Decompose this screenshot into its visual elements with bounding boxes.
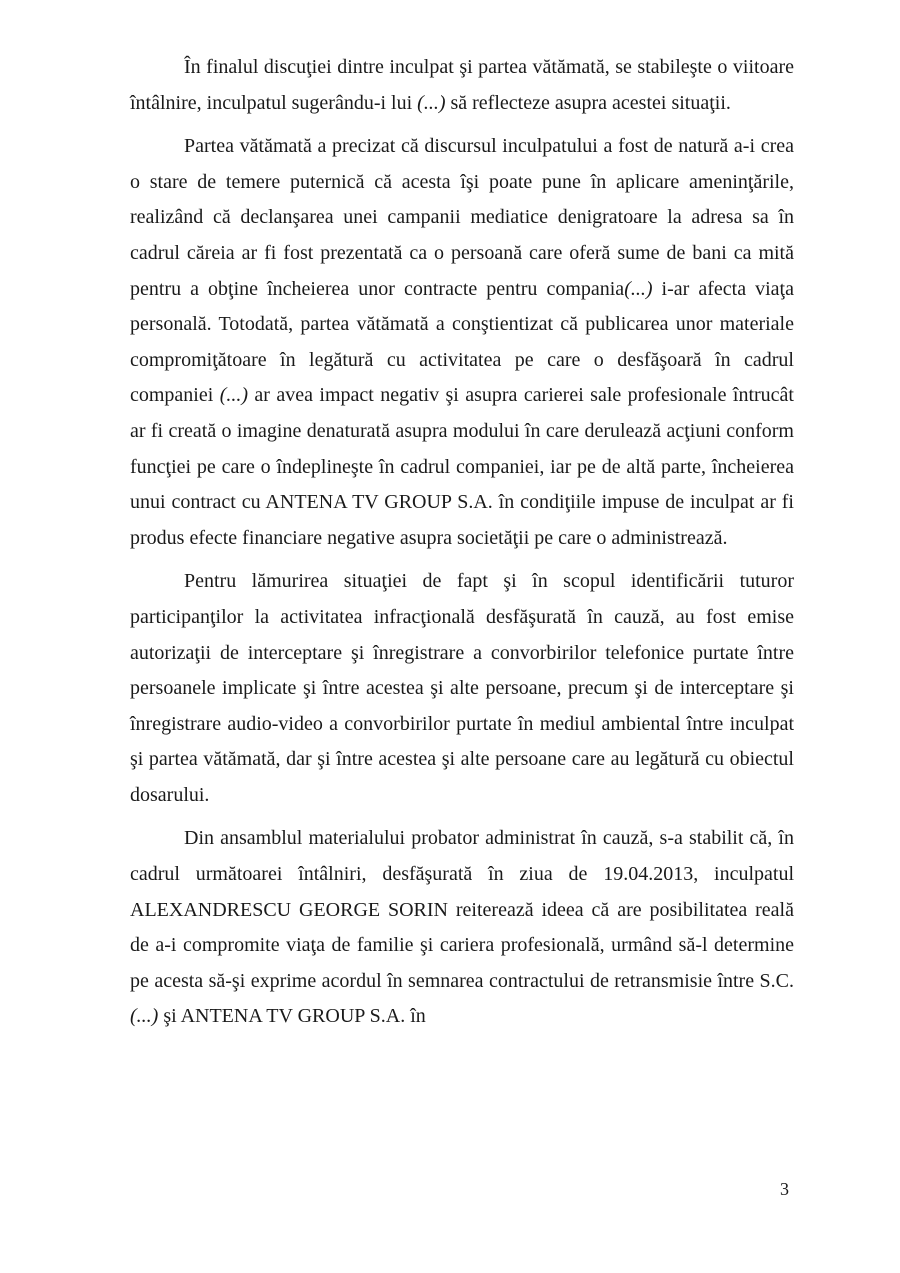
document-page — [130, 50, 794, 1043]
paragraph-4 — [130, 821, 794, 1035]
paragraph-3 — [130, 564, 794, 813]
redaction-ellipsis: (...) — [624, 277, 653, 300]
paragraph-2 — [130, 129, 794, 556]
paragraph-1-text-2: să reflecteze asupra acestei situaţii. — [445, 91, 731, 114]
paragraph-1-text-1: În finalul discuţiei dintre inculpat şi partea vătămată, se stabileşte o viitoare întâlnire, inculpatul sugerându-i lui — [130, 56, 794, 114]
redaction-ellipsis: (...) — [219, 384, 249, 407]
paragraph-2-text-3: ar avea impact negativ şi asupra carierei sale profesionale întrucât ar fi creată o imagine denaturată asupra modului în care derulează acţiuni conform funcţiei pe care o îndeplineşte în cadrul companiei, iar pe de altă parte, încheierea unui contract cu ANTENA TV GROUP S.A. în condiţiile impuse de inculpat ar fi produs efecte financiare negative asupra societăţii pe care o administrează. — [130, 384, 794, 549]
redaction-ellipsis: (...) — [130, 1005, 159, 1028]
paragraph-1 — [130, 50, 794, 121]
redaction-ellipsis: (...) — [417, 91, 446, 114]
paragraph-3-text-1: Pentru lămurirea situaţiei de fapt şi în scopul identificării tuturor participanţilor la activitatea infracţională desfăşurată în cauză, au fost emise autorizaţii de interceptare şi înregistrare a convorbirilor telefonice purtate între persoanele implicate şi între acestea şi alte persoane, precum şi de interceptare şi înregistrare audio-video a convorbirilor purtate în mediul ambiental între inculpat şi partea vătămată, dar şi între acestea şi alte persoane care au legătură cu obiectul dosarului. — [130, 570, 794, 806]
paragraph-2-text-2: i-ar afecta viaţa personală. Totodată, partea vătămată a conştientizat că publicarea unor materiale compromiţătoare în legătură cu activitatea pe care o desfăşoară în cadrul companiei — [130, 277, 794, 407]
paragraph-4-text-1: Din ansamblul materialului probator administrat în cauză, s-a stabilit că, în cadrul următoarei întâlniri, desfăşurată în ziua de 19.04.2013, inculpatul ALEXANDRESCU GEORGE SORIN reiterează ideea că are posibilitatea reală de a-i compromite viaţa de familie şi cariera profesională, urmând să-l determine pe acesta să-şi exprime acordul în semnarea contractului de retransmisie între S.C. — [130, 827, 794, 992]
paragraph-4-text-2: şi ANTENA TV GROUP S.A. în — [158, 1005, 426, 1028]
page-number: 3 — [780, 1179, 789, 1199]
paragraph-2-text-1: Partea vătămată a precizat că discursul inculpatului a fost de natură a-i crea o stare de temere puternică că acesta îşi poate pune în aplicare ameninţările, realizând că declanşarea unei campanii mediatice denigratoare la adresa sa în cadrul căreia ar fi fost prezentată ca o persoană care oferă sume de bani ca mită pentru a obţine încheierea unor contracte pentru compania — [130, 135, 794, 300]
